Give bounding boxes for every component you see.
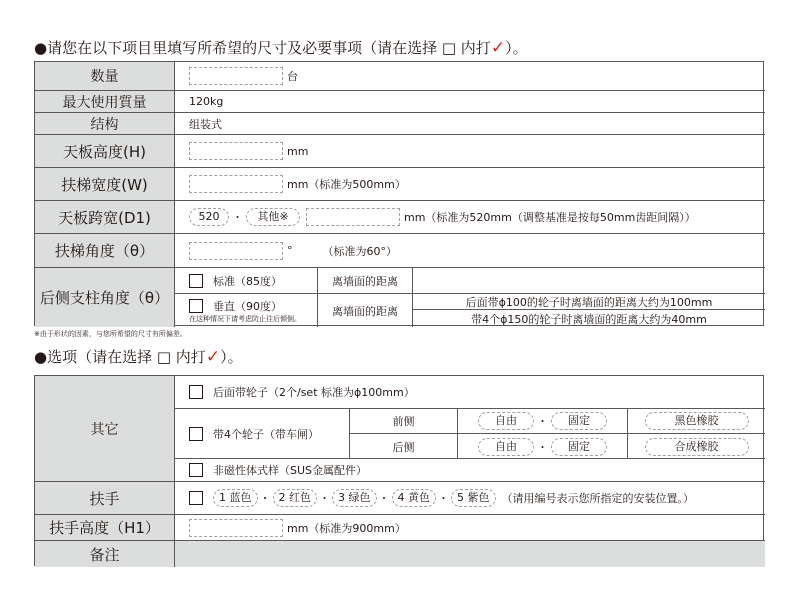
front-fixed-option[interactable]: 固定 [551,412,607,430]
rear-brake-options: 自由 ・ 固定 [457,434,627,459]
top-height-input[interactable] [189,142,283,160]
span-other-option[interactable]: 其他※ [246,208,300,226]
handrail-row: 1 蓝色 ・ 2 红色 ・ 3 绿色 ・ 4 黄色 ・ 5 紫色 （请用编号表示您所指定的安装位置。） [175,482,765,515]
handrail-angle-row: ° （标准为60°） [175,234,765,268]
vertical-angle-checkbox[interactable] [189,299,203,313]
color-option-green[interactable]: 3 绿色 [332,489,377,507]
remarks-label: 备注 [35,541,175,567]
handrail-width-row: mm（标准为500mm） [175,168,765,201]
handrail-label: 扶手 [35,482,175,515]
nonmagnetic-checkbox[interactable] [189,463,203,477]
top-span-row: 520 ・ 其他※ mm（标准为520mm（调整基准是按每50mm齿距间隔）） [175,201,765,234]
options-table [34,375,764,566]
checkmark-icon: ✓ [490,38,506,58]
rear-angle-standard-row: 标准（85度） [175,268,765,294]
quantity-input[interactable] [189,67,283,85]
section-heading-dimensions: ●请您在以下项目里填写所希望的尺寸及必要事项（请在选择 □ 内打✓）。 [34,38,528,58]
rear-wheels-checkbox[interactable] [189,385,203,399]
structure-label: 结构 [35,113,175,135]
color-option-red[interactable]: 2 红色 [273,489,318,507]
front-brake-options: 自由 ・ 固定 [457,409,627,434]
wall-distance-label-2: 离墙面的距离 [317,294,413,327]
handrail-width-label: 扶梯宽度(W) [35,168,175,201]
remarks-field[interactable] [175,541,765,567]
top-height-row: mm [175,135,765,168]
color-option-yellow[interactable]: 4 黄色 [392,489,437,507]
span-520-option[interactable]: 520 [189,208,229,226]
color-option-purple[interactable]: 5 紫色 [451,489,496,507]
top-span-label: 天板跨宽(D1) [35,201,175,234]
rear-wheels-row: 后面带轮子（2个/set 标准为ϕ100mm） [175,376,765,409]
rear-angle-block [175,268,765,327]
synthetic-rubber-cell [627,434,765,459]
size-deviation-note: ※由于形状的因素，与您所希望的尺寸有所偏差。 [34,330,187,338]
quantity-label: 数量 [35,62,175,91]
front-free-option[interactable]: 自由 [478,412,534,430]
dimensions-table [34,61,764,326]
other-label: 其它 [35,376,175,482]
standard-angle-checkbox[interactable] [189,274,203,288]
checkmark-icon: ✓ [205,347,221,367]
handrail-checkbox[interactable] [189,491,203,505]
rear-wheel-distance: 后面带ϕ100的轮子时离墙面的距离大约为100mm [413,294,765,310]
handrail-angle-input[interactable] [189,242,283,260]
four-wheels-block: 带4个轮子（带车闸） 前侧 后侧 自由 ・ 固定 自由 ・ 固定 黑色橡胶 合成橡胶 [175,409,765,459]
rear-label: 后侧 [349,434,457,459]
four-wheels-checkbox[interactable] [189,427,203,441]
handrail-height-label: 扶手高度（H1） [35,515,175,541]
max-weight-value: 120kg [175,91,765,113]
rear-free-option[interactable]: 自由 [478,438,534,456]
rear-fixed-option[interactable]: 固定 [551,438,607,456]
vertical-angle-note: 在这种情况下请考虑防止往后倾倒。 [189,314,301,323]
handrail-width-input[interactable] [189,175,283,193]
rear-angle-vertical-cell: 垂直（90度） 在这种情况下请考虑防止往后倾倒。 [175,294,317,327]
rear-angle-label: 后侧支柱角度（θ） [35,268,175,327]
black-rubber-cell [627,409,765,434]
handrail-height-input[interactable] [189,519,283,537]
section-heading-options: ●选项（请在选择 □ 内打✓）。 [34,347,243,367]
handrail-angle-label: 扶梯角度（θ） [35,234,175,268]
four-wheel-distance: 带4个ϕ150的轮子时离墙面的距离大约为40mm [471,312,707,326]
structure-value: 组装式 [175,113,765,135]
max-weight-label: 最大使用質量 [35,91,175,113]
front-label: 前侧 [349,409,457,434]
top-height-label: 天板高度(H) [35,135,175,168]
synthetic-rubber-option[interactable]: 合成橡胶 [645,438,749,456]
handrail-height-row: mm（标准为900mm） [175,515,765,541]
nonmagnetic-row: 非磁性体式样（SUS金属配件） [175,459,765,482]
wall-distance-label: 离墙面的距离 [317,268,413,294]
black-rubber-option[interactable]: 黑色橡胶 [645,412,749,430]
top-span-input[interactable] [306,208,400,226]
quantity-row: 台 [175,62,765,91]
color-option-blue[interactable]: 1 蓝色 [213,489,258,507]
